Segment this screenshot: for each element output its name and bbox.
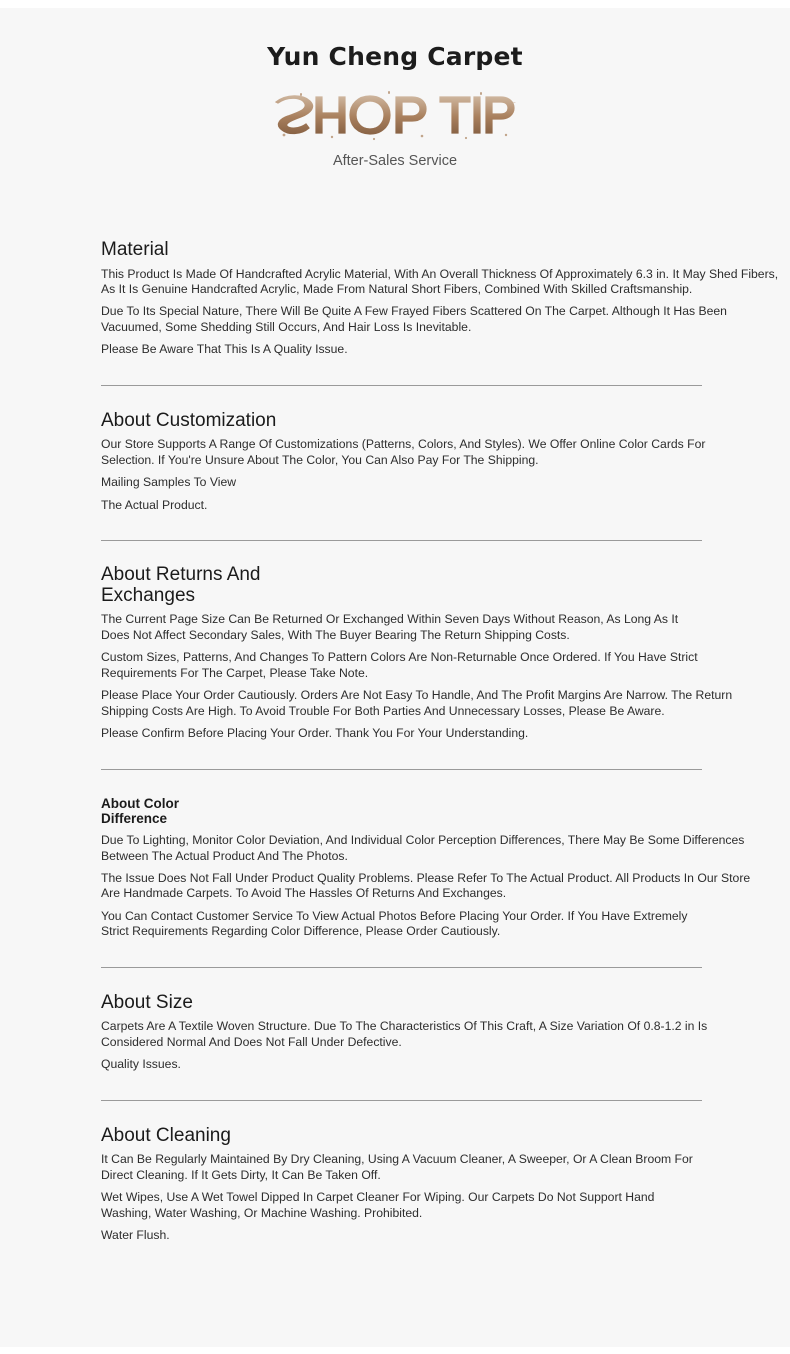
section-paragraph: The Current Page Size Can Be Returned Or Exchanged Within Seven Days Without Reason, As Long As It Does Not Affect Secondary Sales, With The Buyer Bearing The Return Shipping Costs.	[101, 612, 679, 642]
section-title: About Returns And Exchanges	[101, 564, 261, 606]
section-cleaning	[0, 1101, 790, 1244]
section-title: Material	[101, 239, 169, 260]
section-paragraph: The Issue Does Not Fall Under Product Quality Problems. Please Refer To The Actual Product. All Products In Our Store Are Handmade Carpets. To Avoid The Hassles Of Returns And Exchanges.	[101, 871, 751, 901]
section-returns-exchanges	[0, 541, 790, 769]
section-paragraph: Due To Lighting, Monitor Color Deviation, And Individual Color Perception Differences, There May Be Some Differences Between The Actual Product And The Photos.	[101, 833, 745, 863]
brand-title: Yun Cheng Carpet	[267, 42, 523, 71]
section-paragraph: Please Confirm Before Placing Your Order. Thank You For Your Understanding.	[101, 726, 529, 741]
section-title: About Customization	[101, 409, 277, 431]
section-paragraph: You Can Contact Customer Service To View Actual Photos Before Placing Your Order. If You Have Extremely Strict Requirements Regarding Color Difference, Please Order Cautiously.	[101, 908, 688, 939]
section-paragraph: Quality Issues.	[101, 1057, 181, 1072]
section-paragraph: Mailing Samples To View	[101, 475, 237, 490]
section-title: About Color Difference	[101, 795, 179, 826]
section-paragraph: Please Place Your Order Cautiously. Orders Are Not Easy To Handle, And The Profit Margins Are Narrow. The Return Shipping Costs Are High. To Avoid Trouble For Both Parties And Unnecessary Losses, Please Be Aware.	[101, 688, 733, 718]
section-title: About Cleaning	[101, 1124, 231, 1146]
page-header	[0, 0, 790, 169]
top-white-strip	[0, 0, 790, 8]
section-paragraph: Wet Wipes, Use A Wet Towel Dipped In Carpet Cleaner For Wiping. Our Carpets Do Not Support Hand Washing, Water Washing, Or Machine Washing. Prohibited.	[101, 1190, 655, 1220]
section-paragraph: Due To Its Special Nature, There Will Be Quite A Few Frayed Fibers Scattered On The Carpet. Although It Has Been Vacuumed, Some Shedding Still Occurs, And Hair Loss Is Inevitable.	[101, 304, 727, 334]
section-title: About Size	[101, 991, 193, 1013]
section-customization	[0, 386, 790, 541]
section-paragraph: It Can Be Regularly Maintained By Dry Cleaning, Using A Vacuum Cleaner, A Sweeper, Or A Clean Broom For Direct Cleaning. If It Gets Dirty, It Can Be Taken Off.	[101, 1152, 693, 1182]
section-paragraph: Custom Sizes, Patterns, And Changes To Pattern Colors Are Non-Returnable Once Ordered. If You Have Strict Requirements For The Carpet, Please Take Note.	[101, 650, 698, 680]
shop-tips-wordmark-icon	[0, 85, 790, 147]
section-paragraph: The Actual Product.	[101, 497, 208, 512]
section-paragraph: This Product Is Made Of Handcrafted Acrylic Material, With An Overall Thickness Of Approximately 6.3 in. It May Shed Fibers, As It Is Genuine Handcrafted Acrylic, Made From Natural Short Fibers, Combined With Skilled Craftsmanship.	[101, 266, 779, 296]
section-color-difference	[0, 770, 790, 968]
section-size	[0, 968, 790, 1101]
section-paragraph: Carpets Are A Textile Woven Structure. Due To The Characteristics Of This Craft, A Size Variation Of 0.8-1.2 in Is Considered Normal And Does Not Fall Under Defective.	[101, 1019, 708, 1049]
sections-container	[0, 240, 790, 1244]
section-material	[0, 240, 790, 386]
section-paragraph: Please Be Aware That This Is A Quality Issue.	[101, 342, 348, 357]
section-paragraph: Our Store Supports A Range Of Customizations (Patterns, Colors, And Styles). We Offer Online Color Cards For Selection. If You're Unsure About The Color, You Can Also Pay For The Shipping.	[101, 437, 706, 467]
page-subtitle: After-Sales Service	[332, 153, 458, 169]
section-paragraph: Water Flush.	[101, 1228, 170, 1243]
bottom-white-strip	[0, 1347, 790, 1354]
